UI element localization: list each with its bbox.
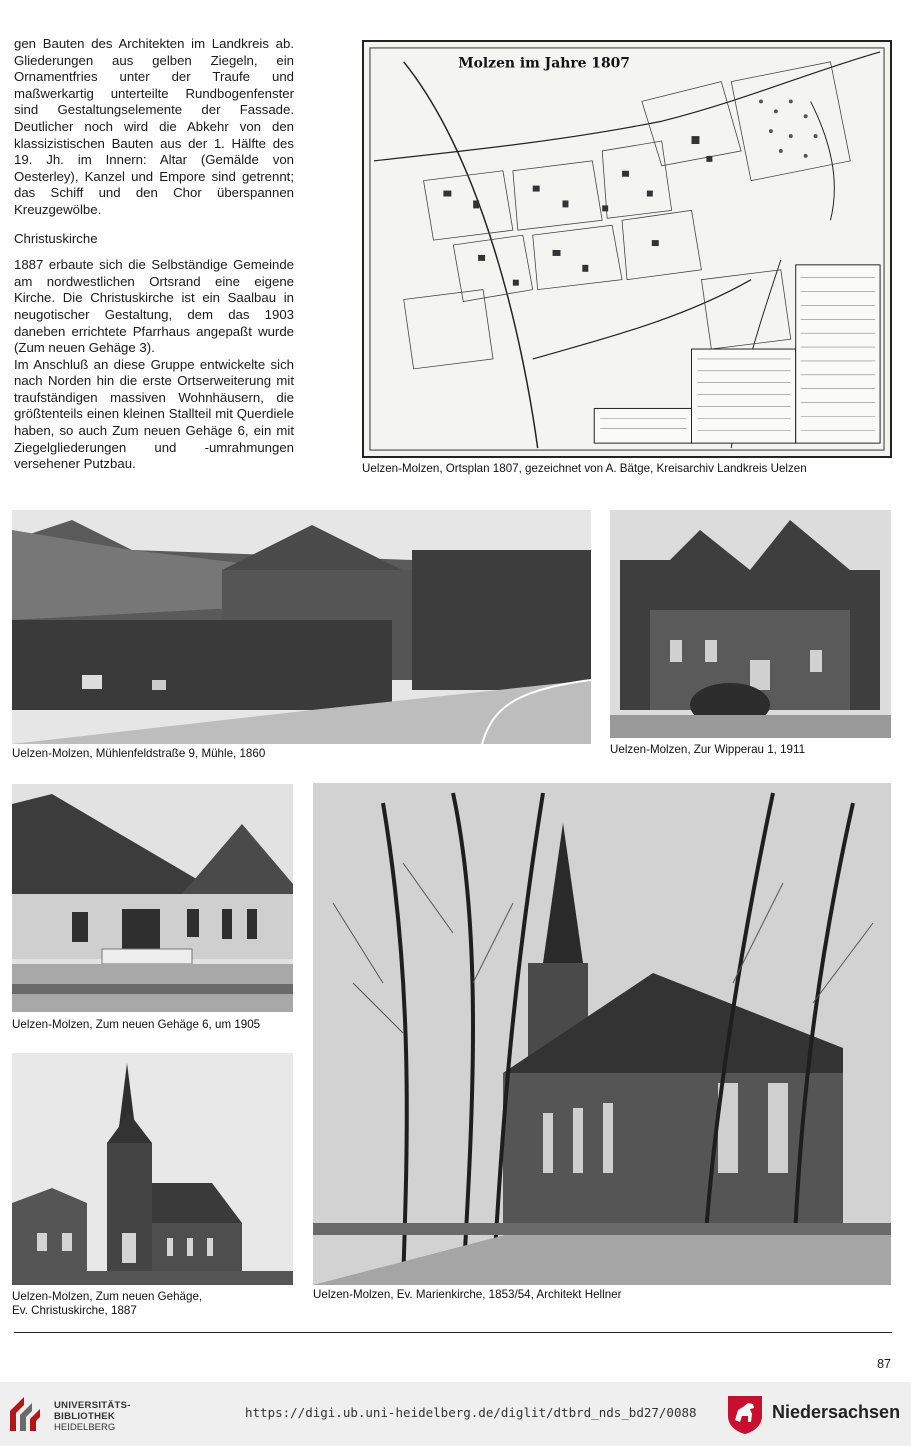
niedersachsen-label: Niedersachsen	[772, 1402, 901, 1422]
digitization-footer	[0, 1382, 911, 1446]
map-molzen-1807	[362, 40, 892, 458]
photo-muehle	[12, 510, 591, 744]
library-line-1: UNIVERSITÄTS-	[54, 1400, 131, 1411]
caption-christuskirche-line1: Uelzen-Molzen, Zum neuen Gehäge,	[12, 1290, 203, 1303]
map-caption: Uelzen-Molzen, Ortsplan 1807, gezeichnet von A. Bätge, Kreisarchiv Landkreis Uelzen	[362, 462, 807, 475]
paragraph-ortserweiterung: Im Anschluß an diese Gruppe entwickelte sich nach Norden hin die erste Ortserweiterung mit traufständigen massiven Wohnhäusern, die größtenteils einen kleinen Stallteil mit Querdiele haben, so auch Zum neuen Gehäge 6, ein mit Ziegelgliederungen und -umrahmungen versehener Putzbau.	[14, 356, 294, 472]
permalink-url[interactable]: https://digi.ub.uni-heidelberg.de/diglit/dtbrd_nds_bd27/0088	[245, 1405, 697, 1420]
photo-gehaege-6	[12, 784, 293, 1012]
university-library-logo-icon	[10, 1397, 46, 1431]
bottom-rule	[14, 1332, 892, 1333]
caption-christuskirche-line2: Ev. Christuskirche, 1887	[12, 1304, 137, 1317]
caption-gehaege-6: Uelzen-Molzen, Zum neuen Gehäge 6, um 1905	[12, 1018, 261, 1031]
library-line-2: BIBLIOTHEK	[54, 1411, 116, 1422]
caption-wipperau: Uelzen-Molzen, Zur Wipperau 1, 1911	[610, 743, 806, 756]
photo-wipperau	[610, 510, 891, 738]
photo-marienkirche	[313, 783, 891, 1285]
paragraph-architect: gen Bauten des Architekten im Landkreis ab. Gliederungen aus gelben Ziegeln, ein Ornamentfries unter der Traufe und maßwerkartig unterteilte Rundbogenfenster sind Gestaltungselemente der Fassade. Deutlicher noch wird die Abkehr von den klassizistischen Bauten aus der 1. Hälfte des 19. Jh. im Innern: Altar (Gemälde von Oesterley), Kanzel und Empore sind getrennt; das Schiff und den Chor überspannen Kreuzgewölbe.	[14, 36, 294, 217]
section-heading-christuskirche: Christuskirche	[14, 230, 98, 246]
library-line-3: HEIDELBERG	[54, 1422, 116, 1433]
university-library-name	[54, 1400, 131, 1433]
caption-marienkirche: Uelzen-Molzen, Ev. Marienkirche, 1853/54, Architekt Hellner	[313, 1288, 622, 1301]
photo-christuskirche	[12, 1053, 293, 1285]
map-title: Molzen im Jahre 1807	[458, 55, 630, 72]
niedersachsen-horse-icon	[726, 1394, 764, 1434]
body-text-column	[14, 36, 294, 473]
caption-muehle: Uelzen-Molzen, Mühlenfeldstraße 9, Mühle, 1860	[12, 747, 266, 760]
page-number: 87	[877, 1357, 891, 1371]
paragraph-christuskirche: 1887 erbaute sich die Selbständige Gemeinde am nordwestlichen Ortsrand eine eigene Kirche. Die Christuskirche ist ein Saalbau in neugotischer Gestaltung, dem das 1903 daneben errichtete Pfarrhaus angepaßt wurde (Zum neuen Gehäge 3).	[14, 257, 294, 356]
caption-christuskirche	[12, 1290, 202, 1318]
